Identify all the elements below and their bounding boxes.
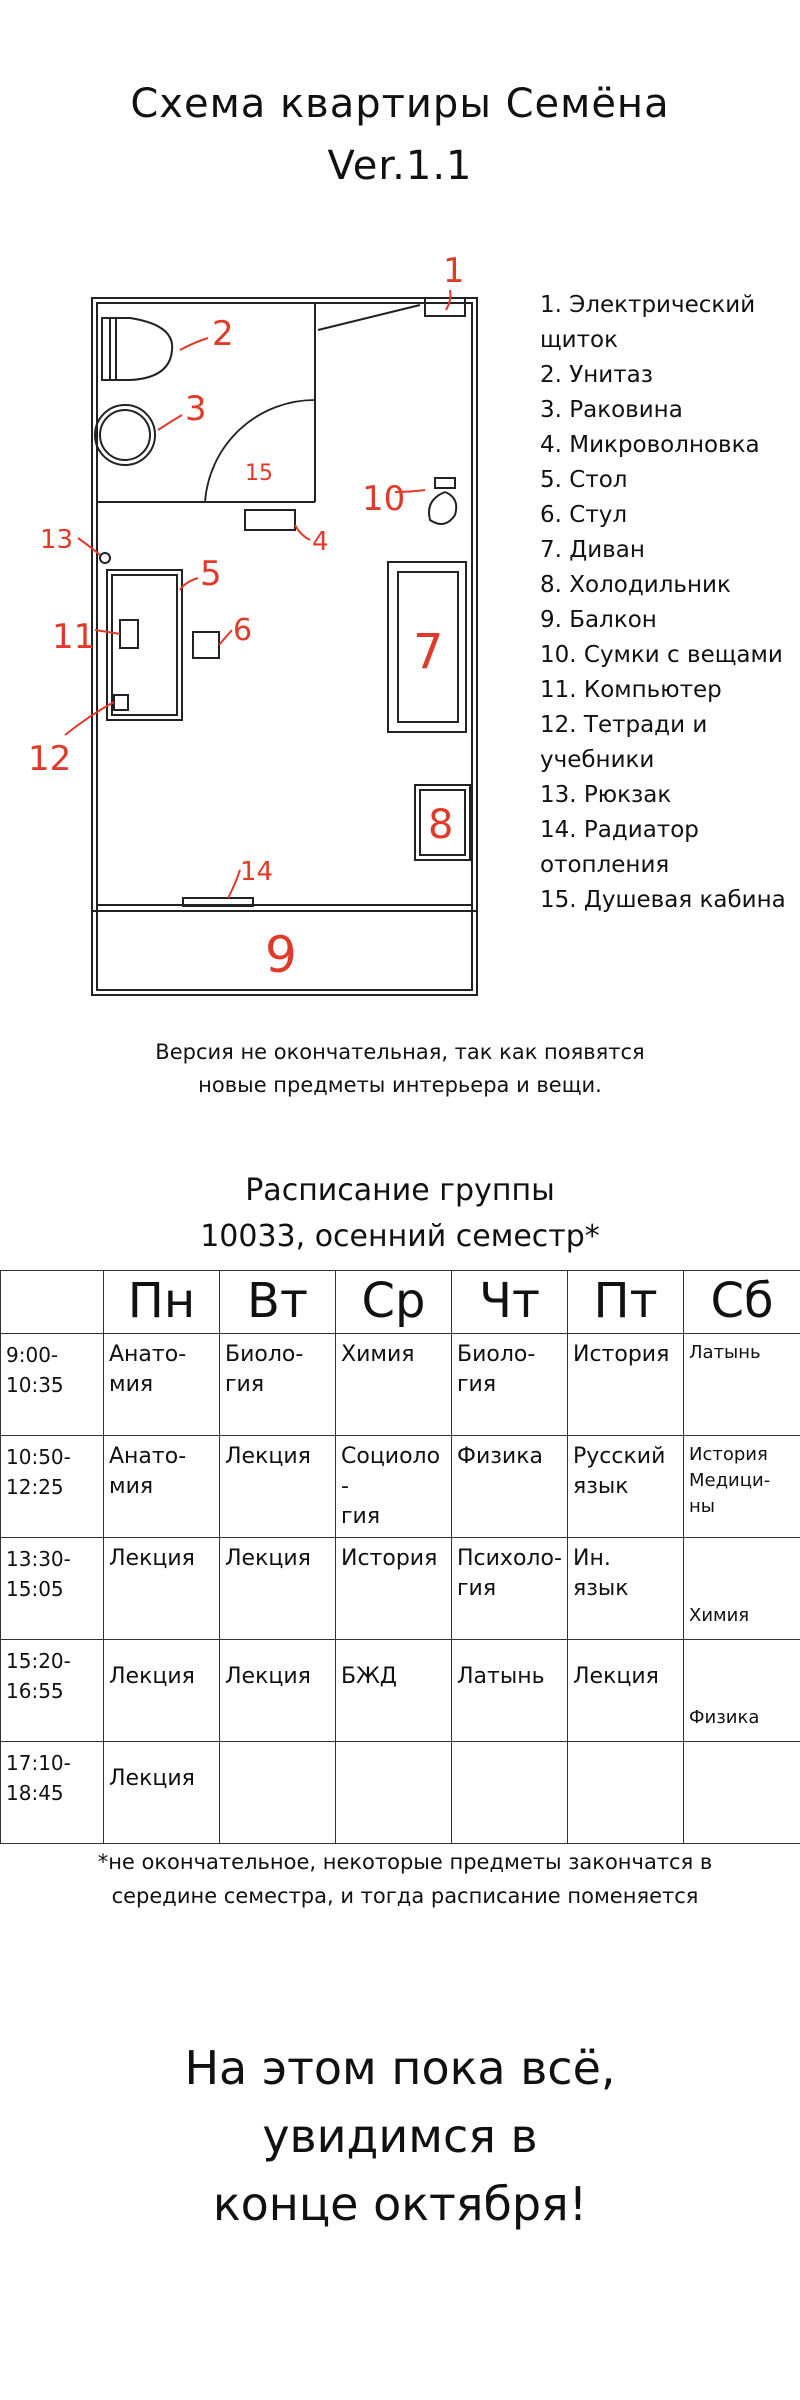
outro-line2: увидимся в (262, 2109, 538, 2163)
class-cell: История Медици- ны (684, 1436, 800, 1538)
class-cell: Анато- мия (104, 1436, 220, 1538)
class-cell (336, 1742, 452, 1844)
day-header: Чт (452, 1271, 568, 1334)
legend-item: 7. Диван (540, 537, 645, 563)
outro-line3: конце октября! (212, 2177, 588, 2231)
notebooks-shape (114, 695, 128, 710)
class-cell: Психоло- гия (452, 1538, 568, 1640)
plan-note-line2: новые предметы интерьера и вещи. (198, 1073, 602, 1097)
class-cell: Лекция (220, 1640, 336, 1742)
day-header: Пт (568, 1271, 684, 1334)
time-slot: 9:00- 10:35 (1, 1334, 104, 1436)
electric-panel-shape (425, 298, 465, 316)
leader-4 (295, 525, 310, 540)
legend-item: 2. Унитаз (540, 362, 653, 388)
marker-6: 6 (233, 613, 253, 648)
marker-1: 1 (443, 251, 465, 291)
leader-1 (446, 290, 451, 310)
table-row (1, 1538, 800, 1640)
sink-shape (95, 405, 155, 465)
class-cell (452, 1742, 568, 1844)
table-row (1, 1742, 800, 1844)
legend-item: 12. Тетради и учебники (540, 712, 708, 773)
class-cell (220, 1742, 336, 1844)
schedule-subtitle: 10033, осенний семестр* (200, 1219, 600, 1254)
computer-shape (120, 620, 138, 648)
marker-3: 3 (185, 389, 207, 429)
class-cell: Биоло- гия (452, 1334, 568, 1436)
marker-13: 13 (40, 525, 74, 555)
door-line (318, 305, 420, 330)
desk-shape (107, 570, 182, 720)
class-cell: Биоло- гия (220, 1334, 336, 1436)
class-cell: Русский язык (568, 1436, 684, 1538)
class-cell: Физика (684, 1640, 800, 1742)
legend-item: 13. Рюкзак (540, 782, 672, 808)
legend-item: 4. Микроволновка (540, 432, 760, 458)
bags-shape (435, 478, 455, 488)
marker-15: 15 (245, 461, 273, 486)
door-swing (205, 400, 315, 502)
class-cell: Физика (452, 1436, 568, 1538)
schedule-header-row (1, 1271, 800, 1334)
toilet-shape (110, 318, 172, 380)
legend-item: 3. Раковина (540, 397, 683, 423)
class-cell: Латынь (452, 1640, 568, 1742)
legend-item: 5. Стол (540, 467, 628, 493)
class-cell: Лекция (568, 1640, 684, 1742)
marker-11: 11 (52, 617, 96, 657)
class-cell: Лекция (104, 1640, 220, 1742)
marker-14: 14 (240, 857, 274, 887)
plan-note-line1: Версия не окончательная, так как появятся (155, 1040, 645, 1064)
class-cell: Лекция (104, 1538, 220, 1640)
microwave-shape (245, 510, 295, 530)
class-cell: Латынь (684, 1334, 800, 1436)
day-header: Сб (684, 1271, 800, 1334)
marker-10: 10 (362, 479, 406, 519)
class-cell: Лекция (220, 1538, 336, 1640)
leader-3 (158, 415, 182, 430)
marker-5: 5 (200, 554, 222, 594)
legend-item: 15. Душевая кабина (540, 887, 786, 913)
corner-cell (1, 1271, 104, 1334)
class-cell: Анато- мия (104, 1334, 220, 1436)
table-row (1, 1334, 800, 1436)
legend-item: 9. Балкон (540, 607, 657, 633)
outro-line1: На этом пока всё, (184, 2041, 616, 2095)
leader-2 (180, 338, 208, 350)
time-slot: 15:20- 16:55 (1, 1640, 104, 1742)
class-cell (568, 1742, 684, 1844)
schedule-title: Расписание группы (245, 1173, 555, 1208)
class-cell: Химия (336, 1334, 452, 1436)
chair-shape (193, 632, 219, 658)
table-row (1, 1640, 800, 1742)
class-cell: Ин. язык (568, 1538, 684, 1640)
class-cell: Социоло- гия (336, 1436, 452, 1538)
schedule-footnote-line1: *не окончательное, некоторые предметы закончатся в (97, 1850, 713, 1874)
marker-12: 12 (28, 739, 72, 779)
legend-item: 1. Электрический щиток (540, 292, 756, 353)
leader-14 (228, 870, 240, 898)
schedule-footnote-line2: середине семестра, и тогда расписание поменяется (111, 1884, 699, 1908)
day-header: Ср (336, 1271, 452, 1334)
class-cell: Химия (684, 1538, 800, 1640)
schedule-table (0, 1270, 800, 1844)
legend-item: 8. Холодильник (540, 572, 731, 598)
class-cell: История (336, 1538, 452, 1640)
class-cell: Лекция (104, 1742, 220, 1844)
time-slot: 10:50- 12:25 (1, 1436, 104, 1538)
marker-7: 7 (413, 624, 444, 680)
time-slot: 13:30- 15:05 (1, 1538, 104, 1640)
class-cell: Лекция (220, 1436, 336, 1538)
day-header: Вт (220, 1271, 336, 1334)
class-cell: БЖД (336, 1640, 452, 1742)
table-row (1, 1436, 800, 1538)
page-title: Схема квартиры Семёна (130, 81, 670, 127)
backpack-shape (100, 553, 110, 563)
leader-6 (219, 630, 232, 645)
day-header: Пн (104, 1271, 220, 1334)
legend-item: 10. Сумки с вещами (540, 642, 783, 668)
marker-8: 8 (428, 802, 454, 848)
class-cell (684, 1742, 800, 1844)
marker-9: 9 (265, 926, 297, 984)
time-slot: 17:10- 18:45 (1, 1742, 104, 1844)
floor-plan (0, 230, 530, 1020)
class-cell: История (568, 1334, 684, 1436)
legend-list (540, 288, 790, 918)
marker-4: 4 (312, 527, 329, 557)
legend-item: 11. Компьютер (540, 677, 722, 703)
version-label: Ver.1.1 (327, 143, 473, 189)
marker-2: 2 (212, 314, 234, 354)
legend-item: 6. Стул (540, 502, 628, 528)
legend-item: 14. Радиатор отопления (540, 817, 699, 878)
